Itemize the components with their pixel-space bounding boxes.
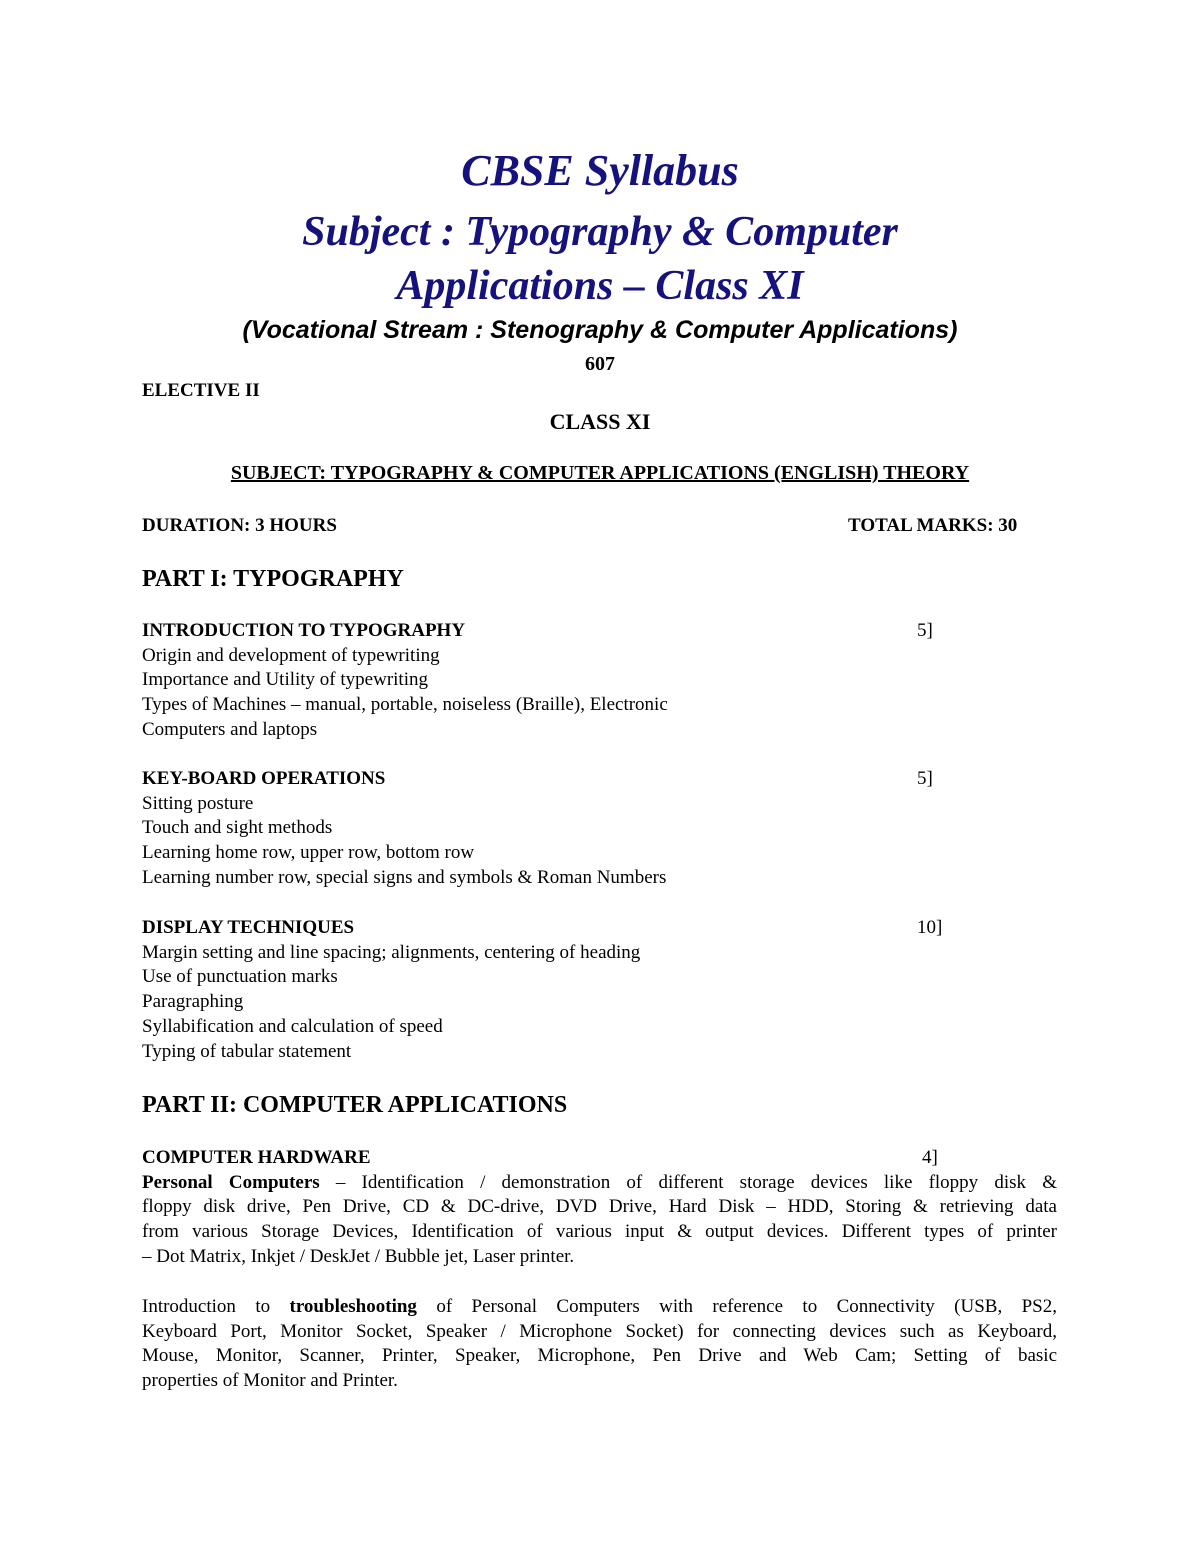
list-item: Origin and development of typewriting — [142, 644, 440, 666]
paragraph-line — [142, 1295, 1057, 1320]
list-item: Syllabification and calculation of speed — [142, 1015, 443, 1037]
list-item: Typing of tabular statement — [142, 1040, 352, 1062]
list-item: Learning home row, upper row, bottom row — [142, 842, 475, 864]
list-item: Paragraphing — [142, 991, 244, 1013]
paragraph-line: Mouse, Monitor, Scanner, Printer, Speaker, Microphone, Pen Drive and Web Cam; Setting of basic — [142, 1345, 1057, 1367]
syllabus-section — [142, 767, 1057, 891]
part-heading: PART II: COMPUTER APPLICATIONS — [142, 1092, 568, 1118]
bold-term: Personal Computers — [142, 1171, 320, 1193]
paragraph-line: floppy disk drive, Pen Drive, CD & DC-drive, DVD Drive, Hard Disk – HDD, Storing & retrieving data — [142, 1196, 1057, 1218]
list-item: Touch and sight methods — [142, 817, 333, 839]
list-item: Types of Machines – manual, portable, noiseless (Braille), Electronic — [142, 694, 668, 716]
paragraph-line: from various Storage Devices, Identification of various input & output devices. Different types of printer — [142, 1221, 1057, 1243]
section-title: KEY-BOARD OPERATIONS — [142, 768, 386, 789]
subject-title-line1: Subject : Typography & Computer — [302, 209, 898, 255]
list-item: Computers and laptops — [142, 718, 318, 740]
paragraph-line: Keyboard Port, Monitor Socket, Speaker / Microphone Socket) for connecting devices such as Keyboard, — [142, 1320, 1057, 1342]
section-title: COMPUTER HARDWARE — [142, 1147, 371, 1168]
list-item: Use of punctuation marks — [142, 966, 338, 988]
section-marks: 5] — [917, 768, 933, 789]
section-marks: 4] — [922, 1147, 938, 1168]
class-heading: CLASS XI — [549, 409, 651, 434]
section-marks: 5] — [917, 620, 933, 641]
subject-heading: SUBJECT: TYPOGRAPHY & COMPUTER APPLICATIONS (ENGLISH) THEORY — [230, 462, 970, 484]
paragraph-line: properties of Monitor and Printer. — [142, 1370, 398, 1392]
total-marks: TOTAL MARKS: 30 — [848, 515, 1018, 536]
bold-term: troubleshooting — [289, 1296, 417, 1317]
text-run: of Personal Computers with reference to Connectivity (USB, PS2, — [416, 1296, 1057, 1317]
section-title: INTRODUCTION TO TYPOGRAPHY — [142, 620, 466, 641]
document-title: CBSE Syllabus — [461, 146, 739, 195]
text-run: – Identification / demonstration of different storage devices like floppy disk & — [319, 1171, 1057, 1193]
paragraph-line — [142, 1171, 1057, 1196]
list-item: Margin setting and line spacing; alignments, centering of heading — [142, 941, 641, 963]
list-item: Sitting posture — [142, 792, 254, 814]
syllabus-section — [142, 619, 1057, 743]
elective-label: ELECTIVE II — [142, 380, 260, 401]
list-item: Importance and Utility of typewriting — [142, 669, 428, 691]
subject-title-line2: Applications – Class XI — [396, 263, 804, 309]
section-marks: 10] — [917, 917, 943, 938]
syllabus-section — [142, 1146, 1057, 1270]
text-run: Introduction to — [142, 1296, 290, 1317]
part-heading: PART I: TYPOGRAPHY — [142, 566, 404, 592]
paragraph-line: – Dot Matrix, Inkjet / DeskJet / Bubble jet, Laser printer. — [142, 1245, 575, 1267]
list-item: Learning number row, special signs and symbols & Roman Numbers — [142, 866, 667, 888]
section-title: DISPLAY TECHNIQUES — [142, 917, 355, 938]
vocational-stream: (Vocational Stream : Stenography & Computer Applications) — [242, 316, 958, 344]
syllabus-section — [142, 916, 1057, 1064]
troubleshooting-paragraph — [142, 1295, 1057, 1394]
duration: DURATION: 3 HOURS — [142, 515, 337, 536]
subject-code: 607 — [585, 353, 615, 375]
